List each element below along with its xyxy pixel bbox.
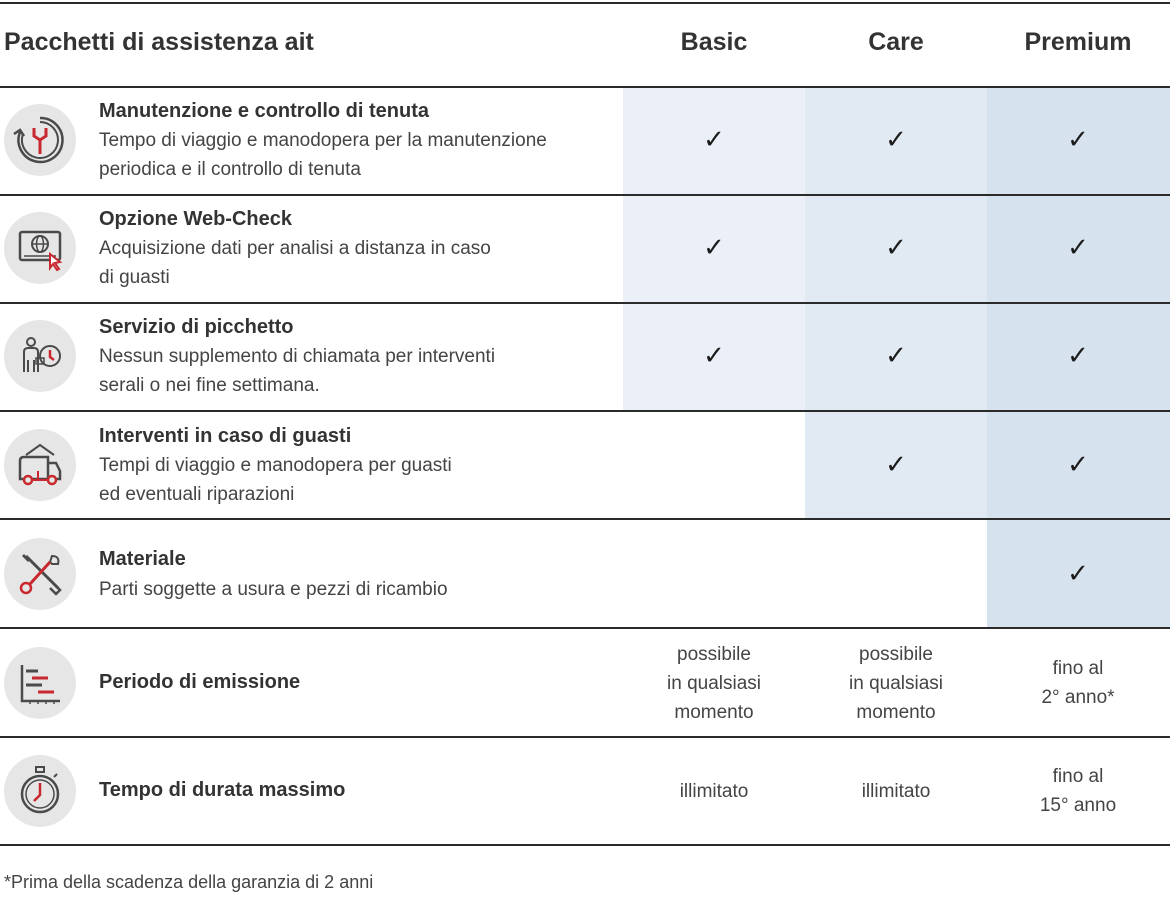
table-title: Pacchetti di assistenza ait xyxy=(4,28,314,56)
maintenance-wrench-icon xyxy=(4,104,76,176)
column-header-premium: Premium xyxy=(1024,28,1132,56)
footnote: *Prima della scadenza della garanzia di 2 anni xyxy=(4,872,374,892)
feature-title: Materiale xyxy=(99,548,186,570)
check-care: ✓ xyxy=(885,449,907,479)
check-care: ✓ xyxy=(885,232,907,262)
duration-basic: illimitato xyxy=(679,781,749,802)
duration-premium: fino al 15° anno xyxy=(1039,766,1117,816)
tools-icon xyxy=(4,538,76,610)
check-premium: ✓ xyxy=(1067,232,1089,262)
feature-description: Tempo di viaggio e manodopera per la manutenzione periodica e il controllo di tenuta xyxy=(99,130,547,180)
check-premium: ✓ xyxy=(1067,558,1089,588)
row-divider xyxy=(0,194,1170,196)
check-basic: ✓ xyxy=(703,124,725,154)
header-divider xyxy=(0,86,1170,88)
web-check-monitor-icon xyxy=(4,212,76,284)
feature-description: Tempi di viaggio e manodopera per guasti ed eventuali riparazioni xyxy=(99,455,452,505)
feature-description: Acquisizione dati per analisi a distanza in caso di guasti xyxy=(99,238,491,288)
column-header-care: Care xyxy=(868,28,924,56)
gantt-chart-icon xyxy=(4,647,76,719)
column-header-basic: Basic xyxy=(680,28,748,56)
feature-title: Periodo di emissione xyxy=(99,671,301,693)
service-van-icon xyxy=(4,429,76,501)
feature-title: Tempo di durata massimo xyxy=(99,779,346,801)
feature-title: Interventi in caso di guasti xyxy=(99,425,352,447)
feature-title: Manutenzione e controllo di tenuta xyxy=(99,100,429,122)
emission-basic: possibile in qualsiasi momento xyxy=(667,644,761,723)
table-top-border xyxy=(0,2,1170,4)
check-basic: ✓ xyxy=(703,340,725,370)
row-divider xyxy=(0,736,1170,738)
check-care: ✓ xyxy=(885,124,907,154)
feature-description: Nessun supplemento di chiamata per interventi serali o nei fine settimana. xyxy=(99,346,496,396)
emission-care: possibile in qualsiasi momento xyxy=(849,644,943,723)
feature-description: Parti soggette a usura e pezzi di ricambio xyxy=(99,579,448,600)
check-premium: ✓ xyxy=(1067,449,1089,479)
emission-premium: fino al 2° anno* xyxy=(1041,658,1115,708)
feature-title: Opzione Web-Check xyxy=(99,208,292,230)
row-divider xyxy=(0,627,1170,629)
row-divider xyxy=(0,518,1170,520)
on-call-clock-icon xyxy=(4,320,76,392)
duration-care: illimitato xyxy=(861,781,931,802)
check-premium: ✓ xyxy=(1067,124,1089,154)
row-divider xyxy=(0,302,1170,304)
stopwatch-icon xyxy=(4,755,76,827)
feature-title: Servizio di picchetto xyxy=(99,316,294,338)
check-premium: ✓ xyxy=(1067,340,1089,370)
check-care: ✓ xyxy=(885,340,907,370)
table-bottom-border xyxy=(0,844,1170,846)
row-divider xyxy=(0,410,1170,412)
check-basic: ✓ xyxy=(703,232,725,262)
